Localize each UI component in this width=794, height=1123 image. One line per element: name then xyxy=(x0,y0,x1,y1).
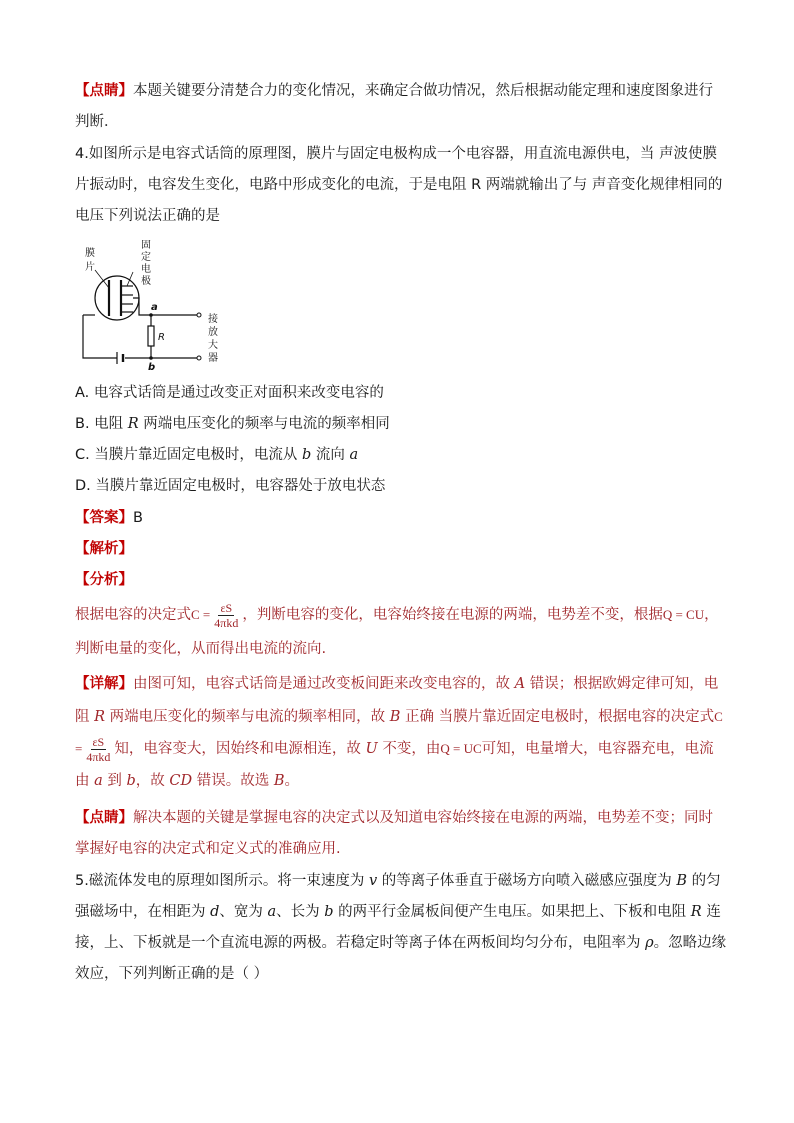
q5-text-7: 连接，上、下板就是一个直流电源的两极。若稳定时等离子体在两板间均匀分布，电阻率为 xyxy=(75,904,721,951)
xiangjie-cd-var: CD xyxy=(169,772,193,789)
dianjing-text-2: 解决本题的关键是掌握电容的决定式以及知道电容始终接在电源的两端，电势差不变；同时掌握好电容的决定式和定义式的准确应用. xyxy=(75,810,713,857)
answer-tag: 【答案】 xyxy=(75,510,133,526)
option-c xyxy=(75,440,727,471)
xiangjie-r-var: R xyxy=(94,708,106,725)
xiangjie-b-lower: b xyxy=(126,772,136,789)
jiexi-line xyxy=(75,534,727,565)
xiangjie-text-8: 到 xyxy=(102,772,127,789)
q5-d: d xyxy=(210,904,220,920)
xiangjie-text-2: 错误；根据欧姆定律可知，电阻 xyxy=(75,676,719,725)
xiangjie-text-6: 不变，由 xyxy=(377,741,441,757)
fenxi-line xyxy=(75,565,727,596)
capacitor-microphone-figure xyxy=(75,240,225,370)
xiangjie-text-7: 可知，电量增大，电容器充电，电流由 xyxy=(75,741,714,789)
option-a: A. 电容式话筒是通过改变正对面积来改变电容的 xyxy=(75,385,384,401)
fenxi-paragraph xyxy=(75,598,727,666)
fenxi-c-eq: C = xyxy=(191,607,211,622)
node-a-dot xyxy=(149,313,153,317)
label-a: a xyxy=(151,302,158,313)
q5-b-field: B xyxy=(676,873,688,889)
dianjing-paragraph-1 xyxy=(75,76,727,138)
option-b-suffix: 两端电压变化的频率与电流的频率相同 xyxy=(138,416,390,432)
xiangjie-tag: 【详解】 xyxy=(75,676,133,692)
option-b-prefix: B. 电阻 xyxy=(75,416,128,432)
figure-lines xyxy=(83,270,197,364)
q5-text-3: 的匀强磁场中，在相距为 xyxy=(75,873,721,920)
terminal-bottom xyxy=(197,356,201,360)
q5-text-5: 、长为 xyxy=(276,904,325,920)
label-membrane-2: 片 xyxy=(85,262,95,273)
option-d: D. 当膜片靠近固定电极时，电容器处于放电状态 xyxy=(75,478,386,494)
label-electrode-3: 电 xyxy=(141,264,151,275)
label-membrane-1: 膜 xyxy=(85,248,95,259)
q5-b: b xyxy=(324,904,334,920)
node-b-dot xyxy=(149,356,153,360)
question-5-stem xyxy=(75,866,727,990)
dianjing-tag-2: 【点睛】 xyxy=(75,810,133,826)
q5-a: a xyxy=(267,904,277,920)
q5-v: v xyxy=(368,873,378,889)
label-electrode-4: 极 xyxy=(141,276,151,287)
label-amp-1: 接 xyxy=(208,314,218,325)
xiangjie-b-final: B xyxy=(273,772,285,789)
q5-text-4: 、宽为 xyxy=(219,904,268,920)
xiangjie-text-10: 错误。故选 xyxy=(192,772,274,789)
answer-line xyxy=(75,503,727,534)
fenxi-fraction-den: 4πkd xyxy=(214,615,239,630)
label-amp-3: 大 xyxy=(208,340,218,351)
label-electrode-1: 固 xyxy=(141,240,151,251)
fenxi-qcu: Q = CU xyxy=(662,607,705,622)
jiexi-tag: 【解析】 xyxy=(75,541,133,557)
label-amp-2: 放 xyxy=(208,327,218,338)
xiangjie-text-9: ，故 xyxy=(135,772,170,789)
xiangjie-fraction-num: εS xyxy=(92,734,105,749)
xiangjie-c-eq: C = xyxy=(75,708,723,756)
q5-text-6: 的两平行金属板间便产生电压。如果把上、下板和电阻 xyxy=(333,904,691,920)
dianjing-text-1: 本题关键要分清楚合力的变化情况，来确定合做功情况，然后根据动能定理和速度图象进行判断． xyxy=(75,83,713,130)
xiangjie-text-4: 正确 当膜片靠近固定电极时，根据电容的决定式 xyxy=(400,708,715,725)
label-amp-4: 器 xyxy=(208,353,218,364)
option-b xyxy=(75,409,727,440)
xiangjie-b-var: B xyxy=(389,708,401,725)
q5-rho: ρ xyxy=(645,935,654,951)
label-electrode-2: 定 xyxy=(141,252,151,263)
xiangjie-fraction xyxy=(84,735,112,764)
answer-value: B xyxy=(133,510,143,526)
xiangjie-text-11: 。 xyxy=(284,772,299,789)
xiangjie-u-var: U xyxy=(365,741,378,757)
q5-text-8: 。忽略边缘效应，下列判断正确的是（ ） xyxy=(75,935,727,982)
terminal-top xyxy=(197,313,201,317)
xiangjie-text-5: 知，电容变大，因始终和电源相连，故 xyxy=(114,741,366,757)
q5-r: R xyxy=(690,904,702,920)
option-c-a: a xyxy=(349,447,359,463)
option-b-r: R xyxy=(127,416,139,432)
label-R: R xyxy=(158,332,165,343)
xiangjie-fraction-den: 4πkd xyxy=(86,749,111,764)
q5-text-2: 的等离子体垂直于磁场方向喷入磁感应强度为 xyxy=(377,873,677,889)
xiangjie-a-var: A xyxy=(514,676,526,692)
fenxi-text-3: ，判断电量的变化，从而得出电流的流向. xyxy=(75,607,719,657)
fenxi-tag: 【分析】 xyxy=(75,572,133,588)
fenxi-text-1: 根据电容的决定式 xyxy=(75,607,191,623)
fenxi-fraction xyxy=(212,601,240,630)
xiangjie-paragraph xyxy=(75,669,727,797)
q5-text-1: 5.磁流体发电的原理如图所示。将一束速度为 xyxy=(75,873,369,889)
fenxi-fraction-num: εS xyxy=(220,600,233,615)
xiangjie-text-3: 两端电压变化的频率与电流的频率相同，故 xyxy=(105,708,390,725)
dianjing-tag: 【点睛】 xyxy=(75,83,133,99)
option-c-b: b xyxy=(301,447,312,463)
question-4-stem: 4.如图所示是电容式话筒的原理图，膜片与固定电极构成一个电容器，用直流电源供电，当 声波使膜片振动时，电容发生变化，电路中形成变化的电流，于是电阻 R 两端就输出了与 声音变化规律相同的电压下列说法正确的是 xyxy=(75,146,723,224)
label-b: b xyxy=(148,362,156,370)
dianjing-paragraph-2 xyxy=(75,803,727,865)
fenxi-text-2: ，判断电容的变化，电容始终接在电源的两端，电势差不变，根据 xyxy=(242,607,663,623)
xiangjie-text-1: 由图可知，电容式话筒是通过改变板间距来改变电容的，故 xyxy=(133,676,515,692)
xiangjie-a-lower: a xyxy=(94,772,103,789)
option-c-prefix: C. 当膜片靠近固定电极时，电流从 xyxy=(75,447,302,463)
option-c-mid: 流向 xyxy=(311,447,350,463)
xiangjie-quc: Q = UC xyxy=(440,741,482,756)
